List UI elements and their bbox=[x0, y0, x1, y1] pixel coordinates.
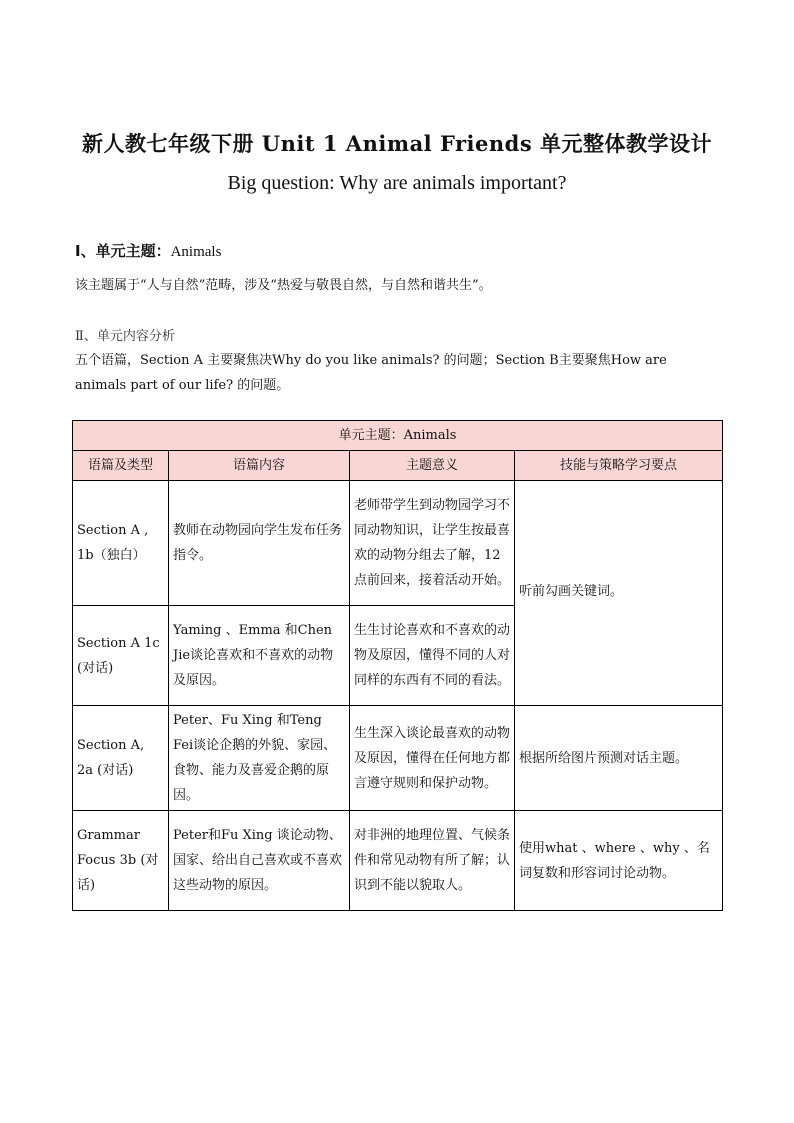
cell-meaning: 对非洲的地理位置、气候条件和常见动物有所了解；认识到不能以貌取人。 bbox=[350, 811, 515, 911]
column-header-type: 语篇及类型 bbox=[73, 451, 169, 481]
content-analysis-description: 五个语篇，Section A 主要聚焦决Why do you like animals? 的问题；Section B主要聚焦How are animals part of our life? 的问题。 bbox=[75, 353, 667, 393]
table-row bbox=[73, 481, 723, 606]
table-topic-header: 单元主题：Animals bbox=[73, 421, 723, 451]
cell-meaning: 老师带学生到动物园学习不同动物知识，让学生按最喜欢的动物分组去了解，12 点前回来，接着活动开始。 bbox=[350, 481, 515, 606]
big-question: Big question: Why are animals important? bbox=[227, 172, 567, 194]
column-header-content: 语篇内容 bbox=[169, 451, 350, 481]
cell-skills: 使用what 、where 、why 、名词复数和形容词讨论动物。 bbox=[515, 811, 723, 911]
document-title: 新人教七年级下册 Unit 1 Animal Friends 单元整体教学设计 bbox=[82, 131, 712, 156]
cell-content: Peter和Fu Xing 谈论动物、国家、给出自己喜欢或不喜欢这些动物的原因。 bbox=[169, 811, 350, 911]
cell-type: Section A 1c (对话) bbox=[73, 606, 169, 706]
cell-type: Grammar Focus 3b (对话) bbox=[73, 811, 169, 911]
unit-theme-label: Ⅰ、单元主题： bbox=[75, 242, 171, 260]
table-row bbox=[73, 706, 723, 811]
cell-type: Section A, 2a (对话) bbox=[73, 706, 169, 811]
column-header-skills: 技能与策略学习要点 bbox=[515, 451, 723, 481]
content-analysis-heading: Ⅱ、单元内容分析 bbox=[75, 329, 175, 344]
column-header-meaning: 主题意义 bbox=[350, 451, 515, 481]
unit-theme-value: Animals bbox=[170, 244, 222, 260]
cell-skills: 根据所给图片预测对话主题。 bbox=[515, 706, 723, 811]
unit-theme-description: 该主题属于“人与自然”范畴，涉及“热爱与敬畏自然，与自然和谐共生”。 bbox=[75, 278, 492, 293]
table-row bbox=[73, 811, 723, 911]
cell-meaning: 生生讨论喜欢和不喜欢的动物及原因，懂得不同的人对同样的东西有不同的看法。 bbox=[350, 606, 515, 706]
unit-table bbox=[72, 420, 723, 911]
unit-theme-heading bbox=[75, 240, 221, 261]
cell-type: Section A , 1b（独白） bbox=[73, 481, 169, 606]
cell-meaning: 生生深入谈论最喜欢的动物及原因，懂得在任何地方都言遵守规则和保护动物。 bbox=[350, 706, 515, 811]
cell-content: Peter、Fu Xing 和Teng Fei谈论企鹅的外貌、家园、食物、能力及喜爱企鹅的原因。 bbox=[169, 706, 350, 811]
cell-content: Yaming 、Emma 和Chen Jie谈论喜欢和不喜欢的动物及原因。 bbox=[169, 606, 350, 706]
cell-skills: 听前勾画关键词。 bbox=[515, 481, 723, 706]
cell-content: 教师在动物园向学生发布任务指令。 bbox=[169, 481, 350, 606]
